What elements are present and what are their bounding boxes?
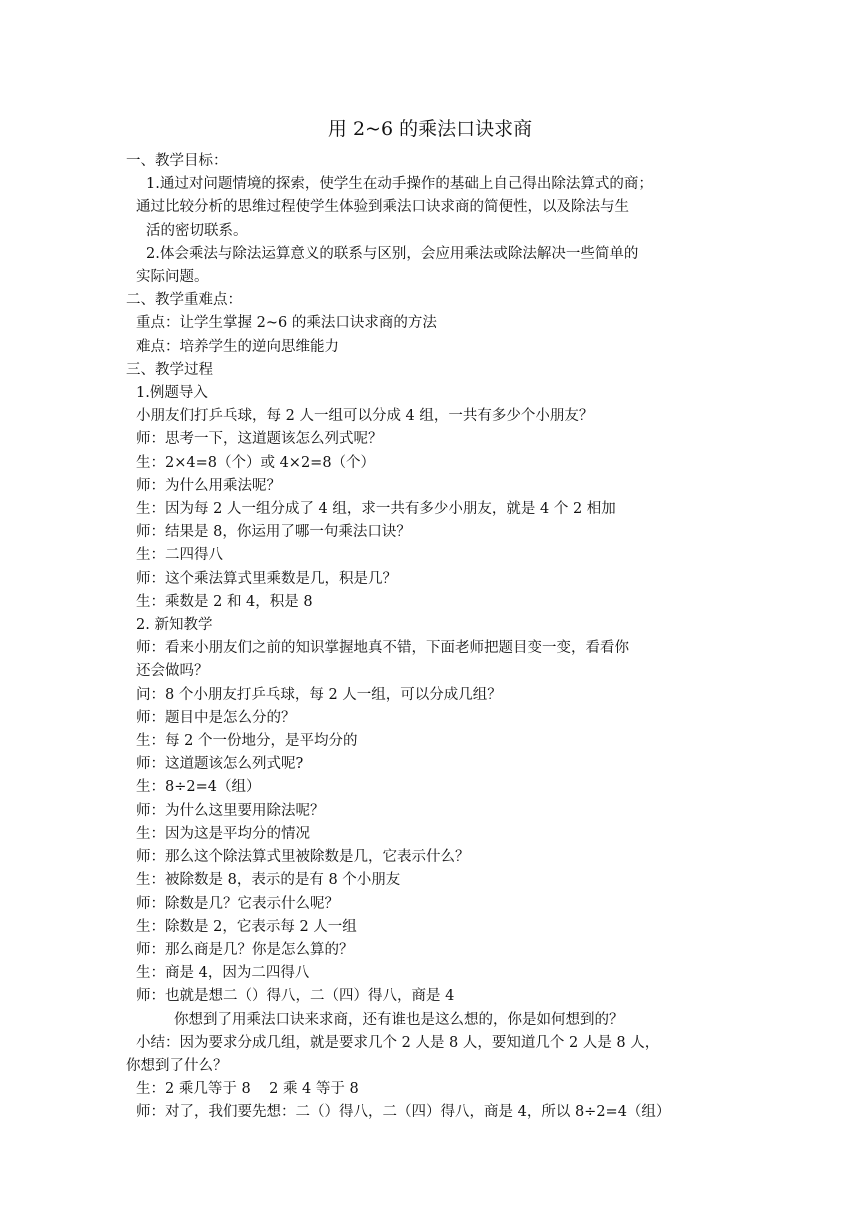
text-line: 重点：让学生掌握 2~6 的乘法口诀求商的方法 [136, 315, 437, 332]
text-line: 小结：因为要求分成几组，就是要求几个 2 人是 8 人，要知道几个 2 人是 8 人， [136, 1034, 660, 1051]
text-line: 1.通过对问题情境的探索，使学生在动手操作的基础上自己得出除法算式的商； [146, 176, 653, 193]
text-line: 师：对了，我们要先想：二（）得八，二（四）得八，商是 4，所以 8÷2=4（组） [136, 1104, 671, 1121]
text-line: 活的密切联系。 [146, 222, 248, 239]
text-line: 2. 新知教学 [136, 617, 213, 634]
text-line: 生：每 2 个一份地分，是平均分的 [136, 733, 358, 750]
text-line: 生：被除数是 8，表示的是有 8 个小朋友 [136, 872, 401, 889]
text-line: 生：因为每 2 人一组分成了 4 组，求一共有多少小朋友，就是 4 个 2 相加 [136, 501, 616, 518]
text-line: 你想到了什么？ [126, 1057, 228, 1074]
text-line: 师：为什么用乘法呢？ [136, 477, 281, 494]
text-line: 师：那么这个除法算式里被除数是几，它表示什么？ [136, 849, 470, 866]
text-line: 实际问题。 [136, 269, 209, 286]
document-title: 用 2~6 的乘法口诀求商 [327, 118, 533, 140]
text-line: 生：商是 4，因为二四得八 [136, 965, 310, 982]
text-line: 师：除数是几？它表示什么呢？ [136, 895, 339, 912]
text-line: 生：除数是 2，它表示每 2 人一组 [136, 918, 357, 935]
text-line: 生：因为这是平均分的情况 [136, 825, 310, 842]
text-line: 生：二四得八 [136, 547, 223, 564]
text-line: 师：也就是想二（）得八，二（四）得八，商是 4 [136, 988, 455, 1005]
text-line: 师：这道题该怎么列式呢? [136, 756, 304, 773]
text-line: 1.例题导入 [136, 385, 208, 402]
text-line: 还会做吗？ [136, 663, 209, 680]
text-line: 生：8÷2=4（组） [136, 779, 261, 796]
text-line: 生：2 乘几等于 8 2 乘 4 等于 8 [136, 1081, 359, 1098]
text-line: 一、教学目标： [126, 153, 228, 169]
text-line: 小朋友们打乒乓球，每 2 人一组可以分成 4 组，一共有多少个小朋友？ [136, 408, 594, 425]
text-line: 师：结果是 8，你运用了哪一句乘法口诀？ [136, 524, 411, 541]
text-line: 生：2×4=8（个）或 4×2=8（个） [136, 454, 376, 471]
text-line: 生：乘数是 2 和 4，积是 8 [136, 593, 313, 610]
text-line: 通过比较分析的思维过程使学生体验到乘法口诀求商的简便性，以及除法与生 [136, 199, 629, 216]
text-line: 你想到了用乘法口诀来求商，还有谁也是这么想的，你是如何想到的？ [174, 1011, 624, 1028]
text-line: 难点：培养学生的逆向思维能力 [136, 338, 339, 355]
text-line: 三、教学过程 [126, 361, 213, 378]
text-line: 二、教学重难点： [126, 292, 242, 309]
document-body [126, 150, 744, 1125]
text-line: 问：8 个小朋友打乒乓球，每 2 人一组，可以分成几组？ [136, 686, 502, 703]
text-line: 师：看来小朋友们之前的知识掌握地真不错，下面老师把题目变一变，看看你 [136, 640, 629, 657]
text-line: 师：那么商是几？你是怎么算的？ [136, 941, 354, 958]
text-line: 师：题目中是怎么分的？ [136, 709, 296, 726]
text-line: 师：这个乘法算式里乘数是几，积是几？ [136, 570, 397, 587]
text-line: 师：为什么这里要用除法呢？ [136, 802, 325, 819]
text-line: 师：思考一下，这道题该怎么列式呢？ [136, 431, 383, 448]
text-line: 2.体会乘法与除法运算意义的联系与区别，会应用乘法或除法解决一些简单的 [146, 245, 639, 262]
